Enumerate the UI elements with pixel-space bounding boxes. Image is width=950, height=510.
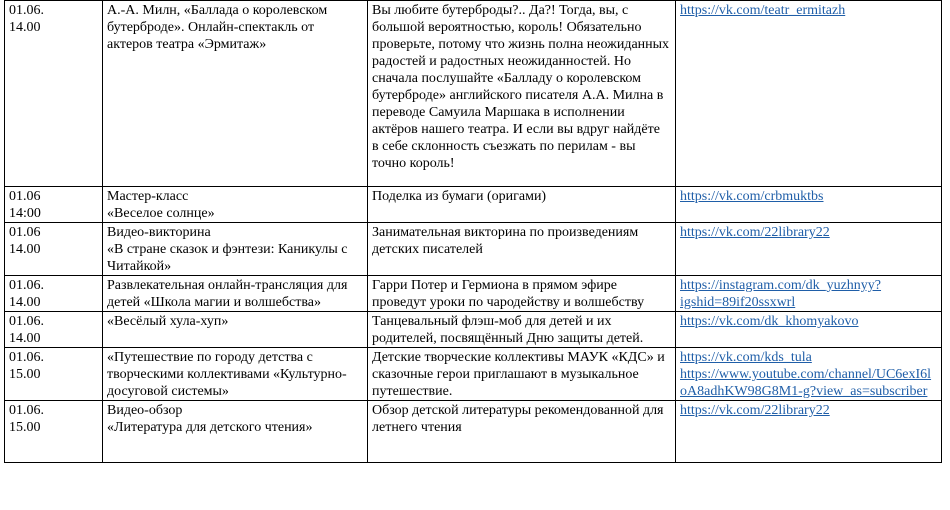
event-title-cell: Видео-обзор «Литература для детского чтения» — [103, 401, 368, 463]
date-time-cell: 01.06 14.00 — [5, 223, 103, 276]
link-cell[interactable]: https://vk.com/crbmuktbs — [676, 187, 942, 223]
table-row — [5, 276, 942, 312]
date-time-cell: 01.06 14:00 — [5, 187, 103, 223]
table-row — [5, 223, 942, 276]
link-cell[interactable]: https://vk.com/teatr_ermitazh — [676, 1, 942, 187]
link-cell[interactable]: https://vk.com/22library22 — [676, 401, 942, 463]
link-cell[interactable]: https://vk.com/kds_tula https://www.youtube.com/channel/UC6exI6loA8adhKW98G8M1-g?view_as=subscriber — [676, 348, 942, 401]
description-cell: Танцевальный флэш-моб для детей и их родителей, посвящённый Дню защиты детей. — [368, 312, 676, 348]
event-title-cell: Развлекательная онлайн-трансляция для детей «Школа магии и волшебства» — [103, 276, 368, 312]
description-cell: Поделка из бумаги (оригами) — [368, 187, 676, 223]
description-cell: Гарри Потер и Гермиона в прямом эфире проведут уроки по чародейству и волшебству — [368, 276, 676, 312]
description-cell: Вы любите бутерброды?.. Да?! Тогда, вы, с большой вероятностью, король! Обязательно проверьте, потому что жизнь полна неожиданных радостей и радостных неожиданностей. Но сначала послушайте «Балладу о королевском бутерброде» английского писателя А.А. Милна в переводе Самуила Маршака в исполнении актёров нашего театра. И если вы вдруг найдёте в себе склонность съезжать по перилам - вы точно король! — [368, 1, 676, 187]
events-table — [4, 0, 942, 463]
description-cell: Обзор детской литературы рекомендованной для летнего чтения — [368, 401, 676, 463]
table-row — [5, 348, 942, 401]
link-cell[interactable]: https://vk.com/22library22 — [676, 223, 942, 276]
table-row — [5, 187, 942, 223]
date-time-cell: 01.06. 14.00 — [5, 1, 103, 187]
event-title-cell: А.-А. Милн, «Баллада о королевском бутерброде». Онлайн-спектакль от актеров театра «Эрмитаж» — [103, 1, 368, 187]
event-title-cell: Мастер-класс «Веселое солнце» — [103, 187, 368, 223]
description-cell: Занимательная викторина по произведениям детских писателей — [368, 223, 676, 276]
link-cell[interactable]: https://vk.com/dk_khomyakovo — [676, 312, 942, 348]
link-cell[interactable]: https://instagram.com/dk_yuzhnyy?igshid=89if20ssxwrl — [676, 276, 942, 312]
table-row — [5, 312, 942, 348]
event-title-cell: «Весёлый хула-хуп» — [103, 312, 368, 348]
date-time-cell: 01.06. 14.00 — [5, 276, 103, 312]
date-time-cell: 01.06. 15.00 — [5, 348, 103, 401]
event-title-cell: «Путешествие по городу детства с творческими коллективами «Культурно-досуговой системы» — [103, 348, 368, 401]
event-title-cell: Видео-викторина «В стране сказок и фэнтези: Каникулы с Читайкой» — [103, 223, 368, 276]
table-row — [5, 1, 942, 187]
table-row — [5, 401, 942, 463]
date-time-cell: 01.06. 14.00 — [5, 312, 103, 348]
date-time-cell: 01.06. 15.00 — [5, 401, 103, 463]
description-cell: Детские творческие коллективы МАУК «КДС» и сказочные герои приглашают в музыкальное путешествие. — [368, 348, 676, 401]
